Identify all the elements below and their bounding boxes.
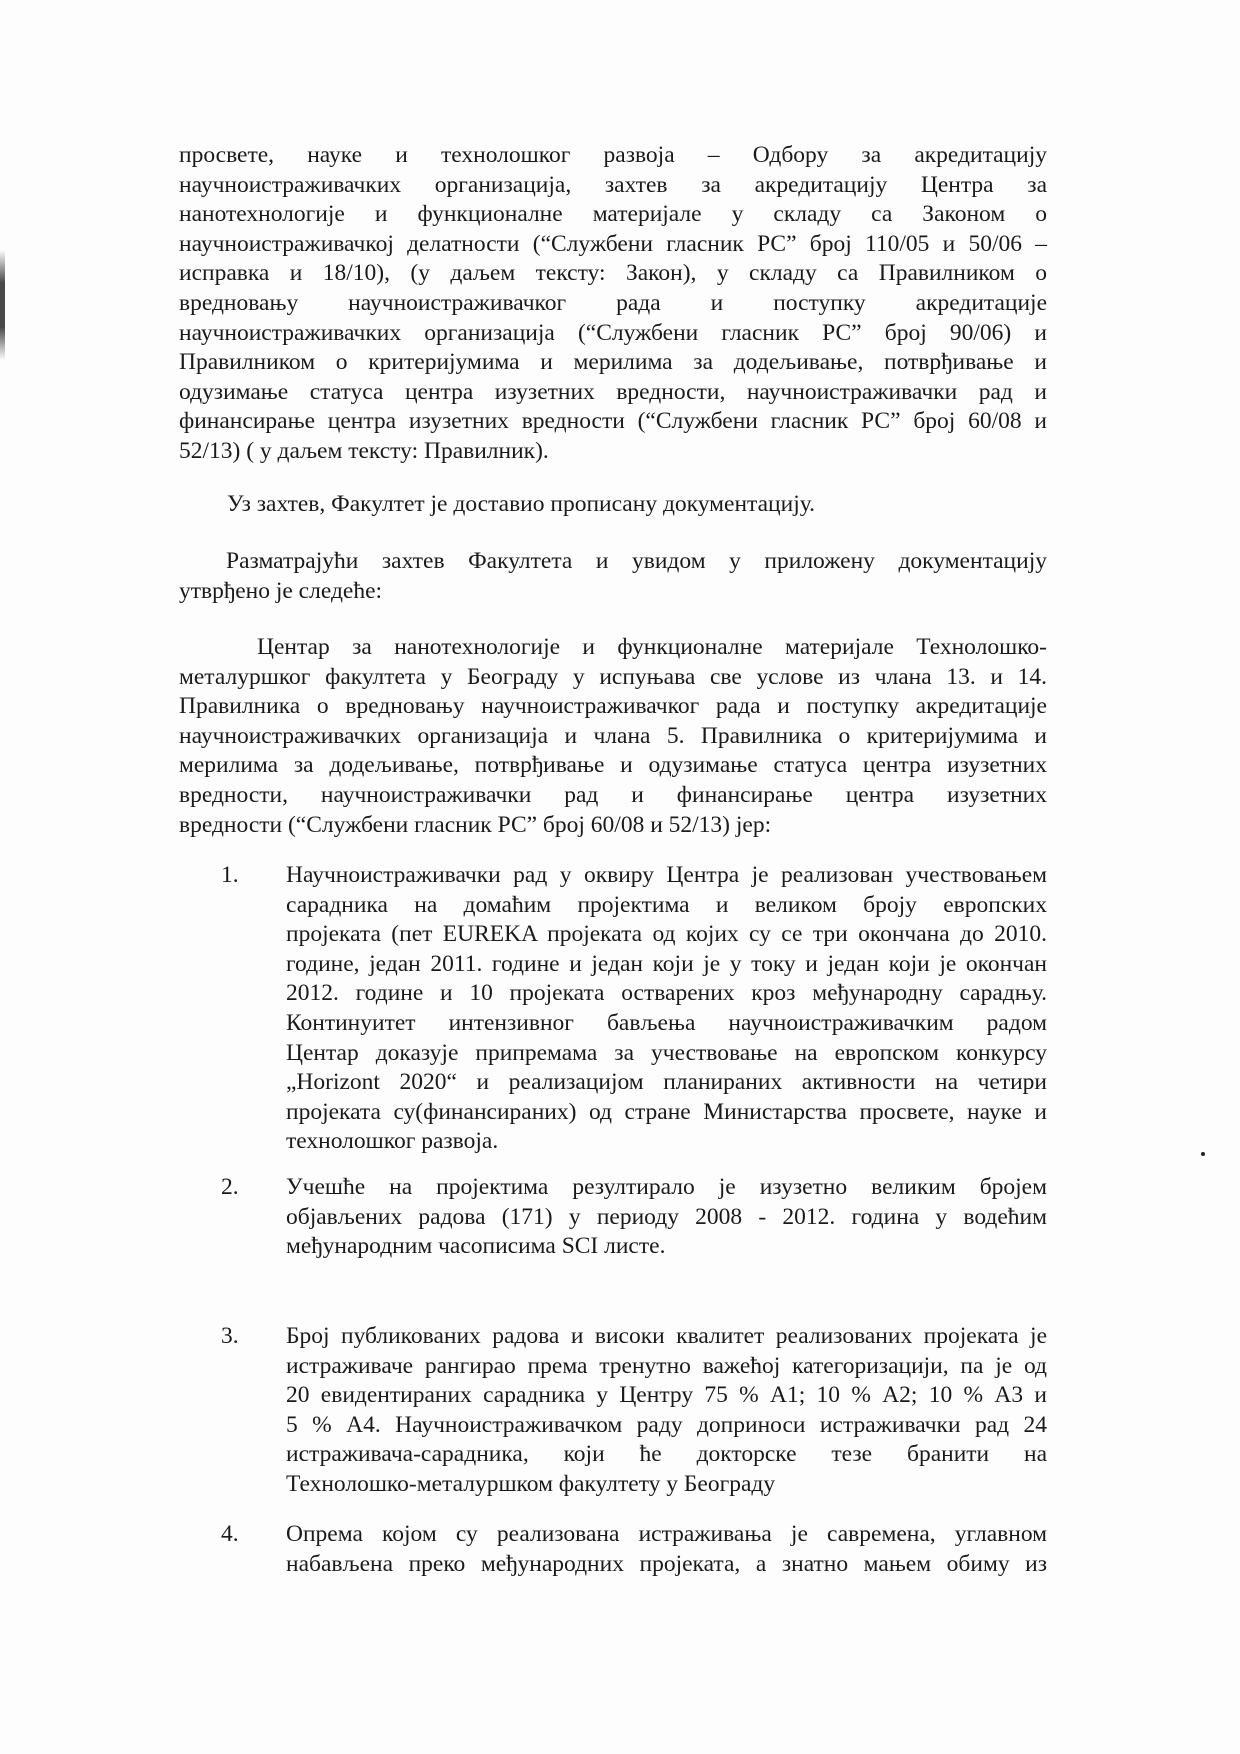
list-item-text (286, 861, 1047, 1157)
text-line: утврђено је следеће: (179, 577, 383, 604)
intro-paragraph (179, 141, 1047, 467)
text-line: Правилника о вредновању научноистраживачког рада и поступку акредитације (179, 693, 1047, 720)
text-line: Континуитет интензивног бављења научноистраживачким радом (286, 1009, 1047, 1036)
list-item-text (286, 1520, 1047, 1579)
list-item-number: 2. (221, 1174, 239, 1200)
text-line: 2012. године и 10 пројеката остварених кроз међународну сарадњу. (286, 980, 1047, 1007)
text-line: исправка и 18/10), (у даљем тексту: Закон), у складу са Правилником о (179, 260, 1047, 287)
text-line: научноистраживачких организација, захтев за акредитацију Центра за (179, 171, 1047, 198)
list-item-number: 1. (221, 862, 239, 888)
submitted-paragraph: Уз захтев, Факултет је доставио прописану документацију. (227, 491, 815, 517)
list-item-text (286, 1173, 1047, 1262)
considering-paragraph (179, 547, 1047, 606)
text-line: Центар за нанотехнологије и функционалне материјале Технолошко- (257, 634, 1047, 660)
text-line: године, један 2011. године и један који је у току и један који је окончан (286, 950, 1047, 977)
text-line: вредности (“Службени гласник РС” број 60/08 и 52/13) јер: (179, 811, 772, 838)
text-line: набављена преко међународних пројеката, а знатно мањем обиму из (286, 1550, 1047, 1577)
text-line: Центар доказује припремама за учествовање на европском конкурсу (286, 1039, 1047, 1066)
text-line: одузимање статуса центра изузетних вредности, научноистраживачки рад и (179, 378, 1047, 405)
text-line: технолошког развоја. (286, 1128, 499, 1155)
text-line: финансирање центра изузетних вредности (“Службени гласник РС” број 60/08 и (179, 408, 1047, 435)
text-line: међународним часописима SCI листе. (286, 1233, 666, 1260)
text-line: нанотехнологије и функционалне материјале у складу са Законом о (179, 201, 1047, 228)
scan-speck (1201, 1152, 1205, 1156)
scan-edge-mark (0, 250, 5, 360)
text-line: сарадника на домаћим пројектима и великом броју европских (286, 891, 1047, 918)
text-line: Опрема којом су реализована истраживања је савремена, углавном (286, 1521, 1047, 1547)
text-line: „Horizont 2020“ и реализацијом планираних активности на четири (286, 1069, 1047, 1096)
text-line: просвете, науке и технолошког развоја – Одбору за акредитацију (179, 142, 1047, 168)
text-line: вредности, научноистраживачки рад и финансирање центра изузетних (179, 781, 1047, 808)
text-line: мерилима за додељивање, потврђивање и одузимање статуса центра изузетних (179, 752, 1047, 779)
text-line: Научноистраживачки рад у оквиру Центра је реализован учествовањем (286, 862, 1047, 888)
list-item-number: 4. (221, 1521, 239, 1547)
text-line: Учешће на пројектима резултирало је изузетно великим бројем (286, 1174, 1047, 1200)
text-line: Технолошко-металуршком факултету у Београду (286, 1470, 776, 1497)
list-item-text (286, 1322, 1047, 1500)
text-line: 5 % А4. Научноистраживачком раду доприноси истраживачки рад 24 (286, 1411, 1047, 1438)
list-item-number: 3. (221, 1323, 239, 1349)
text-line: научноистраживачких организација (“Службени гласник РС” број 90/06) и (179, 319, 1047, 346)
text-line: Правилником о критеријумима и мерилима за додељивање, потврђивање и (179, 349, 1047, 376)
text-line: вредновању научноистраживачког рада и поступку акредитације (179, 289, 1047, 316)
text-line: објављених радова (171) у периоду 2008 - 2012. година у водећим (286, 1203, 1047, 1230)
text-line: научноистраживачкој делатности (“Службени гласник РС” број 110/05 и 50/06 – (179, 230, 1047, 257)
text-line: 52/13) ( у даљем тексту: Правилник). (179, 437, 549, 464)
center-paragraph (179, 633, 1047, 840)
text-line: Број публикованих радова и високи квалитет реализованих пројеката је (286, 1323, 1047, 1349)
text-line: 20 евидентираних сарадника у Центру 75 % А1; 10 % А2; 10 % А3 и (286, 1382, 1047, 1409)
text-line: металуршког факултета у Београду у испуњава све услове из члана 13. и 14. (179, 663, 1047, 690)
text-line: научноистраживачких организација и члана 5. Правилника о критеријумима и (179, 722, 1047, 749)
text-line: истраживаче рангирао према тренутно важећој категоризацији, па је од (286, 1352, 1047, 1379)
text-line: пројеката су(финансираних) од стране Министарства просвете, науке и (286, 1098, 1047, 1125)
text-line: Разматрајући захтев Факултета и увидом у приложену документацију (226, 548, 1047, 574)
text-line: истраживача-сарадника, који ће докторске тезе бранити на (286, 1441, 1047, 1468)
text-line: пројеката (пет EUREKA пројеката од којих су се три окончана до 2010. (286, 921, 1047, 948)
